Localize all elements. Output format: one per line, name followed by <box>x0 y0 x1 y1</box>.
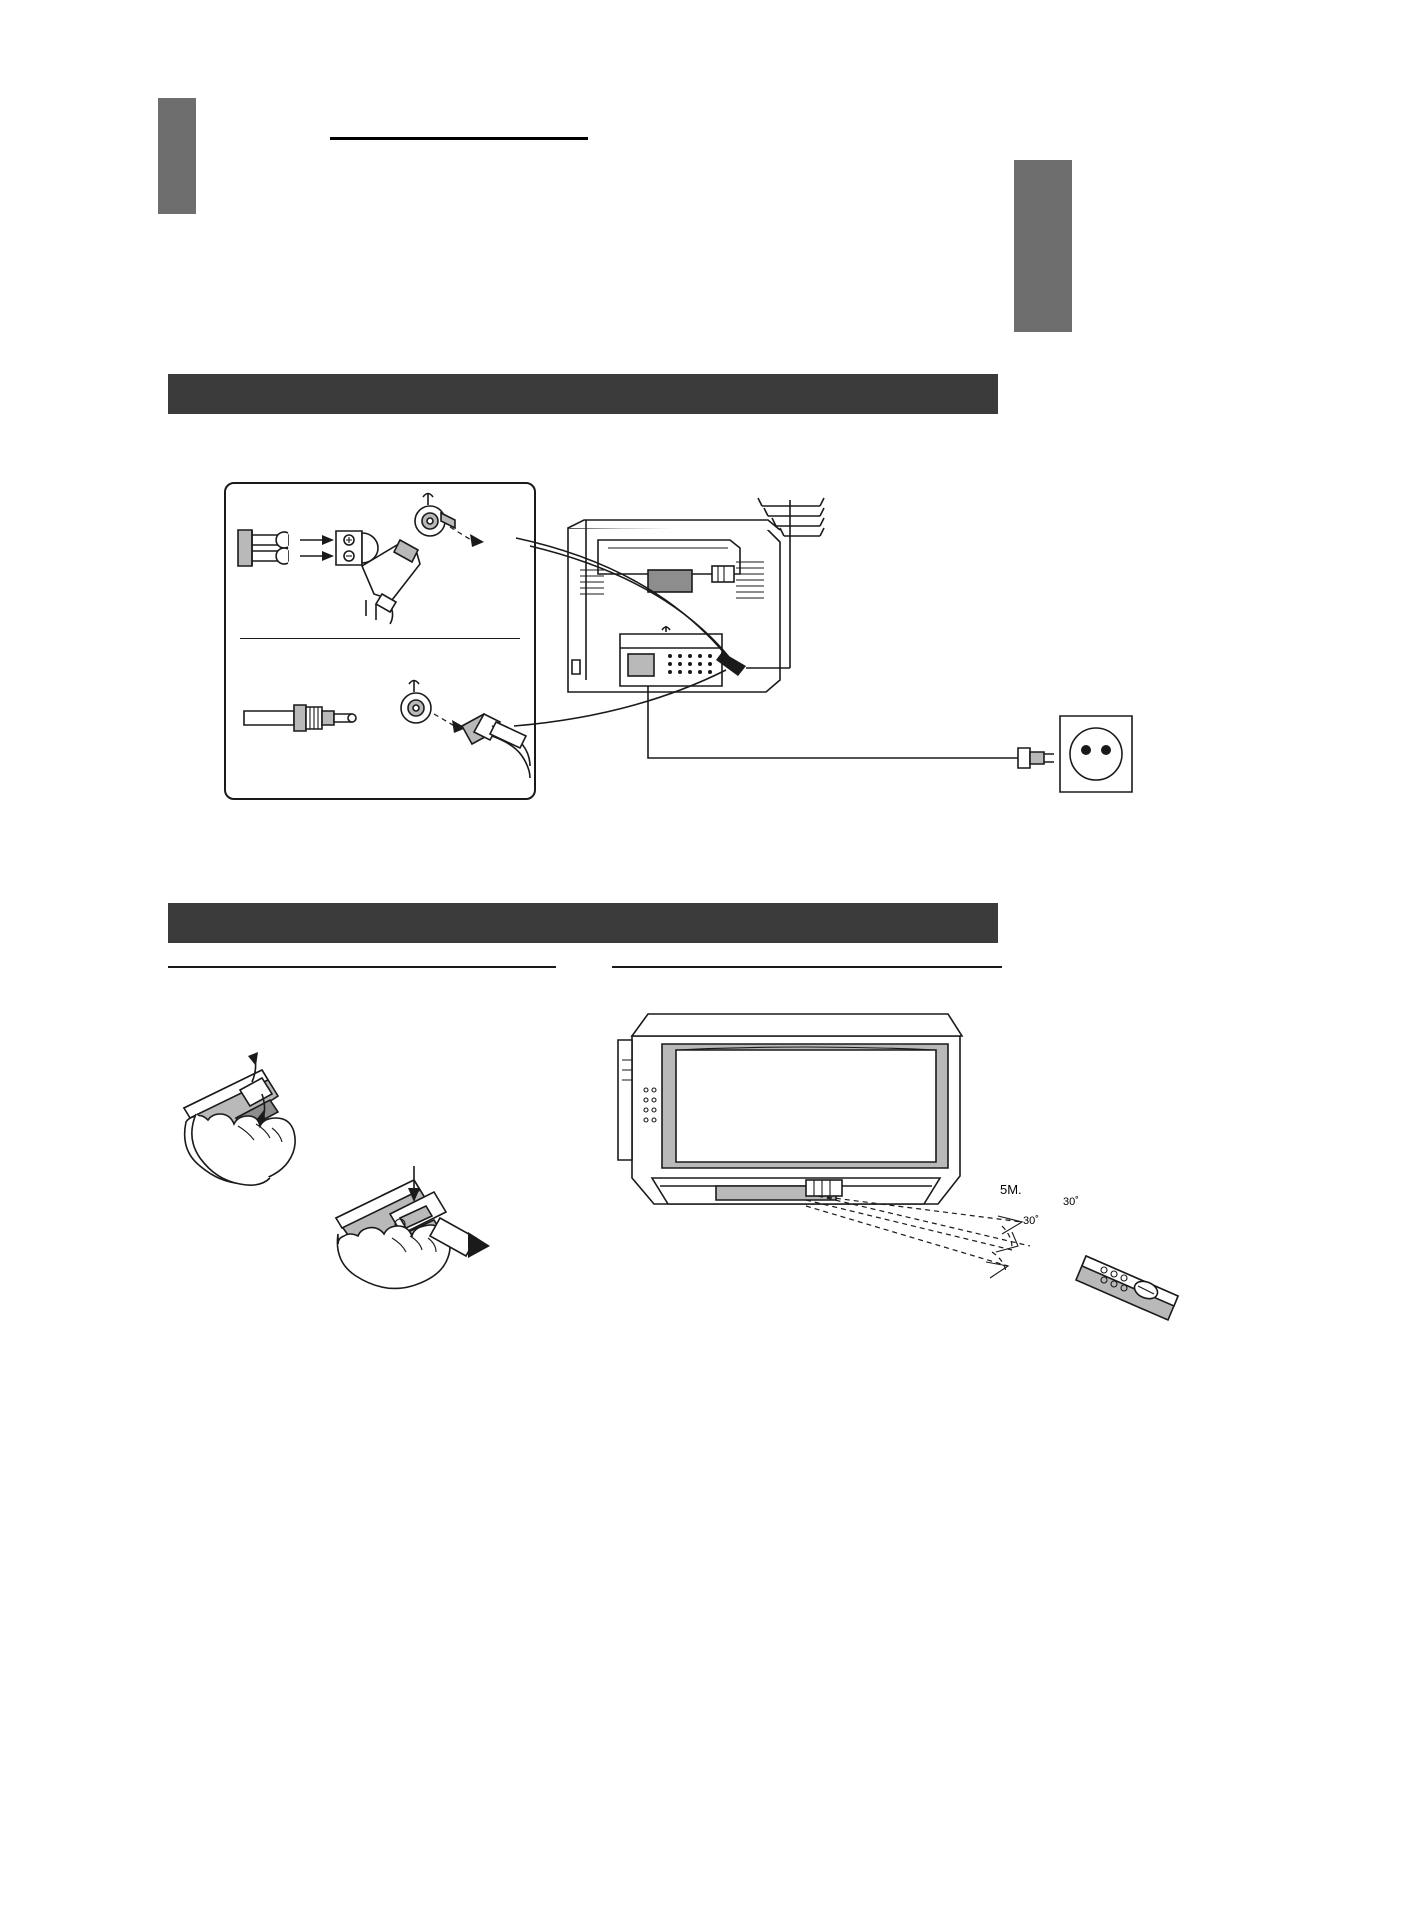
antenna-box-divider <box>240 638 520 639</box>
battery-install-illustration <box>184 1052 490 1288</box>
range-angle-left-label: 30˚ <box>1023 1215 1039 1227</box>
section-bar-remote <box>168 903 998 943</box>
page-title-rule <box>330 137 588 140</box>
chapter-marker-bar <box>158 98 196 214</box>
range-distance-label: 5M. <box>1000 1182 1022 1197</box>
tv-front-illustration <box>618 1014 962 1204</box>
connection-leader-lines <box>514 538 746 726</box>
remote-control-illustration <box>1076 1256 1178 1522</box>
antenna-connector-box <box>224 482 536 800</box>
tv-rear-illustration <box>568 520 780 692</box>
section-bar-connections <box>168 374 998 414</box>
page-edge-tab <box>1014 160 1072 332</box>
subhead-rule-left <box>168 966 556 968</box>
remote-range-diagram <box>806 1196 1030 1278</box>
roof-antenna-icon <box>746 498 824 668</box>
range-angle-right-label: 30˚ <box>1063 1196 1079 1208</box>
mains-cable-and-socket <box>648 686 1132 792</box>
subhead-rule-right <box>612 966 1002 968</box>
